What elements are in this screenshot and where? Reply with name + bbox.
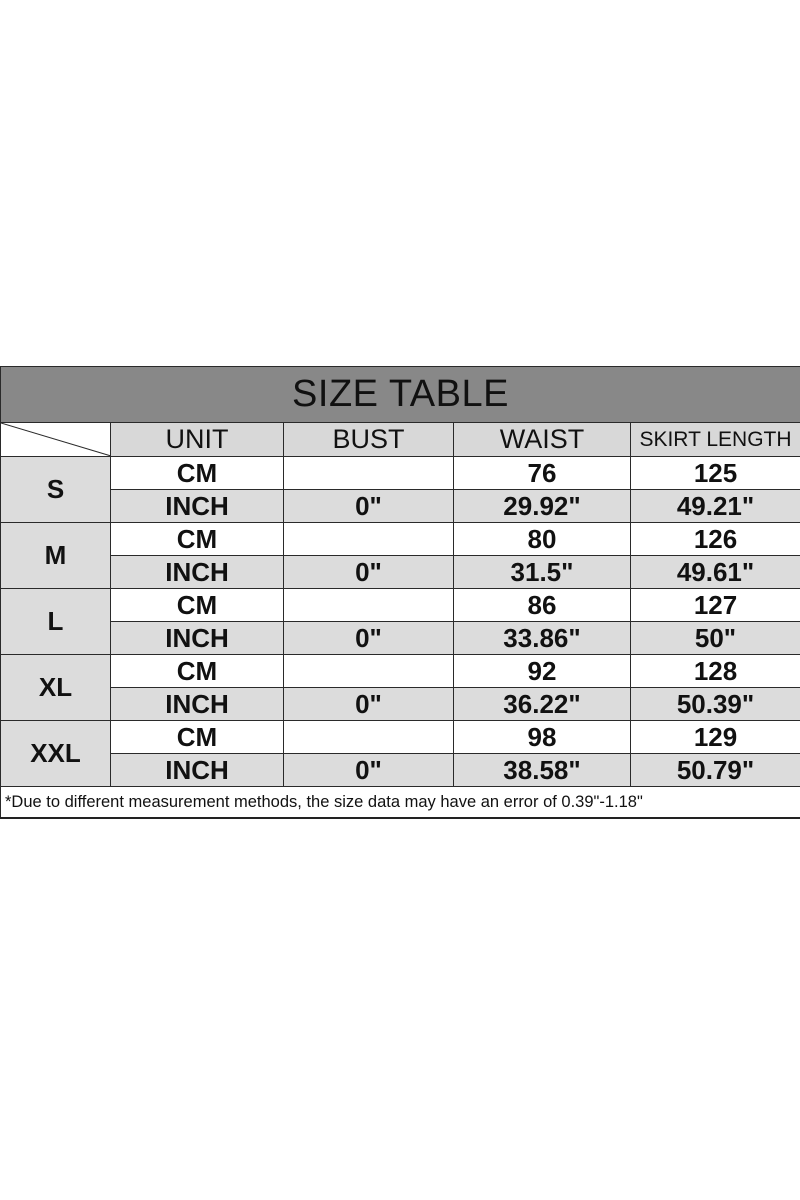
table-row [1, 688, 800, 721]
skirt-length-cm: 127 [631, 589, 800, 622]
bust-inch: 0" [284, 688, 454, 721]
waist-cm: 80 [454, 523, 631, 556]
diagonal-line [1, 423, 111, 456]
waist-inch: 38.58" [454, 754, 631, 787]
header-unit: UNIT [111, 423, 284, 457]
bust-inch: 0" [284, 490, 454, 523]
size-label: XL [1, 655, 111, 721]
skirt-length-inch: 50" [631, 622, 800, 655]
unit-cm: CM [111, 523, 284, 556]
size-table-container [0, 366, 800, 819]
size-label: L [1, 589, 111, 655]
table-row [1, 622, 800, 655]
unit-cm: CM [111, 457, 284, 490]
size-label: XXL [1, 721, 111, 787]
unit-cm: CM [111, 721, 284, 754]
size-label: S [1, 457, 111, 523]
skirt-length-cm: 125 [631, 457, 800, 490]
table-row [1, 721, 800, 754]
skirt-length-inch: 49.61" [631, 556, 800, 589]
table-row [1, 556, 800, 589]
waist-inch: 29.92" [454, 490, 631, 523]
measurement-note: *Due to different measurement methods, the size data may have an error of 0.39"-1.18" [1, 787, 800, 819]
size-label: M [1, 523, 111, 589]
skirt-length-cm: 126 [631, 523, 800, 556]
header-skirt-length: SKIRT LENGTH [631, 423, 800, 457]
bust-cm [284, 457, 454, 490]
unit-cm: CM [111, 655, 284, 688]
unit-inch: INCH [111, 556, 284, 589]
table-row [1, 523, 800, 556]
size-table [0, 366, 800, 819]
bust-cm [284, 523, 454, 556]
unit-inch: INCH [111, 622, 284, 655]
table-row [1, 655, 800, 688]
skirt-length-inch: 50.39" [631, 688, 800, 721]
skirt-length-inch: 50.79" [631, 754, 800, 787]
table-title: SIZE TABLE [1, 367, 800, 423]
skirt-length-cm: 128 [631, 655, 800, 688]
corner-diagonal-cell [1, 423, 111, 457]
skirt-length-inch: 49.21" [631, 490, 800, 523]
waist-inch: 33.86" [454, 622, 631, 655]
header-bust: BUST [284, 423, 454, 457]
waist-cm: 92 [454, 655, 631, 688]
bust-cm [284, 655, 454, 688]
header-waist: WAIST [454, 423, 631, 457]
waist-cm: 86 [454, 589, 631, 622]
waist-inch: 36.22" [454, 688, 631, 721]
waist-inch: 31.5" [454, 556, 631, 589]
bust-cm [284, 721, 454, 754]
waist-cm: 76 [454, 457, 631, 490]
bust-cm [284, 589, 454, 622]
bust-inch: 0" [284, 556, 454, 589]
unit-inch: INCH [111, 754, 284, 787]
table-row [1, 754, 800, 787]
unit-cm: CM [111, 589, 284, 622]
unit-inch: INCH [111, 490, 284, 523]
table-row [1, 490, 800, 523]
table-row [1, 457, 800, 490]
waist-cm: 98 [454, 721, 631, 754]
bust-inch: 0" [284, 754, 454, 787]
bust-inch: 0" [284, 622, 454, 655]
unit-inch: INCH [111, 688, 284, 721]
skirt-length-cm: 129 [631, 721, 800, 754]
table-row [1, 589, 800, 622]
